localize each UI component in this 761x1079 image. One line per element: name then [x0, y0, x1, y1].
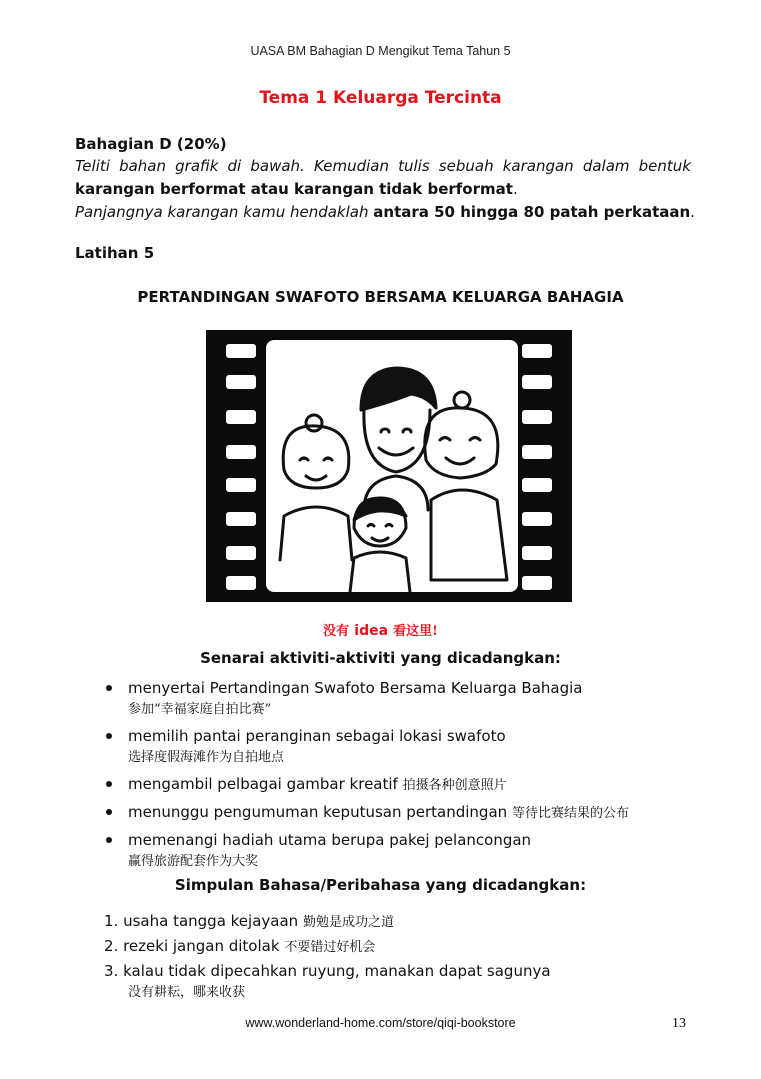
hint-word: idea: [354, 623, 389, 639]
list-item: [128, 725, 688, 769]
film-hole: [226, 478, 256, 492]
instruction-line-3: [75, 201, 695, 224]
proverb-zh: 勤勉是成功之道: [302, 915, 394, 930]
instruction-format-text: karangan berformat atau karangan tidak berformat: [75, 180, 513, 198]
bullet-icon: [106, 685, 112, 691]
activity-ms: menyertai Pertandingan Swafoto Bersama Keluarga Bahagia: [128, 679, 583, 697]
proverb-ms: usaha tangga kejayaan: [123, 912, 299, 930]
film-hole: [226, 512, 256, 526]
activities-list: [128, 677, 688, 873]
proverbs-heading: Simpulan Bahasa/Peribahasa yang dicadangkan:: [174, 876, 587, 894]
hint-prefix: 没有: [323, 624, 350, 639]
bullet-icon: [106, 781, 112, 787]
instruction-line-2: [75, 178, 518, 201]
list-item: [104, 960, 694, 1004]
page-title: Tema 1 Keluarga Tercinta: [259, 88, 502, 108]
proverb-zh: 没有耕耘，哪来收获: [128, 985, 246, 1000]
film-hole: [226, 344, 256, 358]
film-hole: [522, 546, 552, 560]
hint-line: [0, 620, 761, 639]
section-heading: Bahagian D (20%): [75, 135, 227, 153]
activity-zh: 等待比赛结果的公布: [511, 806, 629, 821]
list-item: [128, 829, 688, 873]
film-hole: [522, 576, 552, 590]
activity-ms: memenangi hadiah utama berupa pakej pelancongan: [128, 831, 532, 849]
bullet-icon: [106, 837, 112, 843]
list-item: [128, 801, 688, 825]
film-hole: [522, 375, 552, 389]
activity-ms: menunggu pengumuman keputusan pertandingan: [128, 803, 508, 821]
activity-zh: 拍摄各种创意照片: [402, 778, 507, 793]
film-strip-frame: [206, 330, 572, 602]
film-hole: [522, 478, 552, 492]
activity-ms: mengambil pelbagai gambar kreatif: [128, 775, 398, 793]
proverb-number: 3.: [104, 962, 119, 980]
family-photo-illustration: [266, 340, 518, 592]
activity-zh: 赢得旅游配套作为大奖: [128, 854, 259, 869]
proverb-ms: rezeki jangan ditolak: [123, 937, 280, 955]
activity-zh: 选择度假海滩作为自拍地点: [128, 750, 285, 765]
film-hole: [522, 410, 552, 424]
page-number: 13: [672, 1016, 686, 1031]
activity-zh: 参加“幸福家庭自拍比赛”: [128, 702, 272, 717]
instruction-period-2: .: [690, 203, 695, 221]
film-hole: [226, 546, 256, 560]
film-hole: [522, 445, 552, 459]
activity-ms: memilih pantai peranginan sebagai lokasi swafoto: [128, 727, 506, 745]
instruction-line-1: Teliti bahan grafik di bawah. Kemudian tulis sebuah karangan dalam bentuk: [75, 157, 691, 175]
picture-title: PERTANDINGAN SWAFOTO BERSAMA KELUARGA BAHAGIA: [137, 288, 624, 306]
bullet-icon: [106, 733, 112, 739]
list-item: [128, 773, 688, 797]
proverb-ms: kalau tidak dipecahkan ruyung, manakan dapat sagunya: [123, 962, 551, 980]
bullet-icon: [106, 809, 112, 815]
exercise-label: Latihan 5: [75, 244, 155, 262]
film-hole: [226, 445, 256, 459]
proverbs-list: [104, 910, 694, 1004]
instruction-word-count: antara 50 hingga 80 patah perkataan: [373, 203, 691, 221]
proverb-zh: 不要错过好机会: [284, 940, 376, 955]
film-hole: [226, 410, 256, 424]
list-item: [128, 677, 688, 721]
proverb-number: 2.: [104, 937, 119, 955]
film-hole: [226, 375, 256, 389]
instruction-period: .: [512, 180, 518, 198]
proverb-number: 1.: [104, 912, 119, 930]
activities-heading: Senarai aktiviti-aktiviti yang dicadangkan:: [200, 649, 561, 667]
film-hole: [522, 512, 552, 526]
instruction-length-text: Panjangnya karangan kamu hendaklah: [75, 203, 369, 221]
hint-suffix: 看这里!: [393, 624, 438, 639]
footer-url: www.wonderland-home.com/store/qiqi-bookstore: [245, 1016, 516, 1030]
page-header: UASA BM Bahagian D Mengikut Tema Tahun 5: [250, 44, 511, 58]
list-item: [104, 910, 694, 934]
list-item: [104, 935, 694, 959]
film-hole: [226, 576, 256, 590]
film-hole: [522, 344, 552, 358]
